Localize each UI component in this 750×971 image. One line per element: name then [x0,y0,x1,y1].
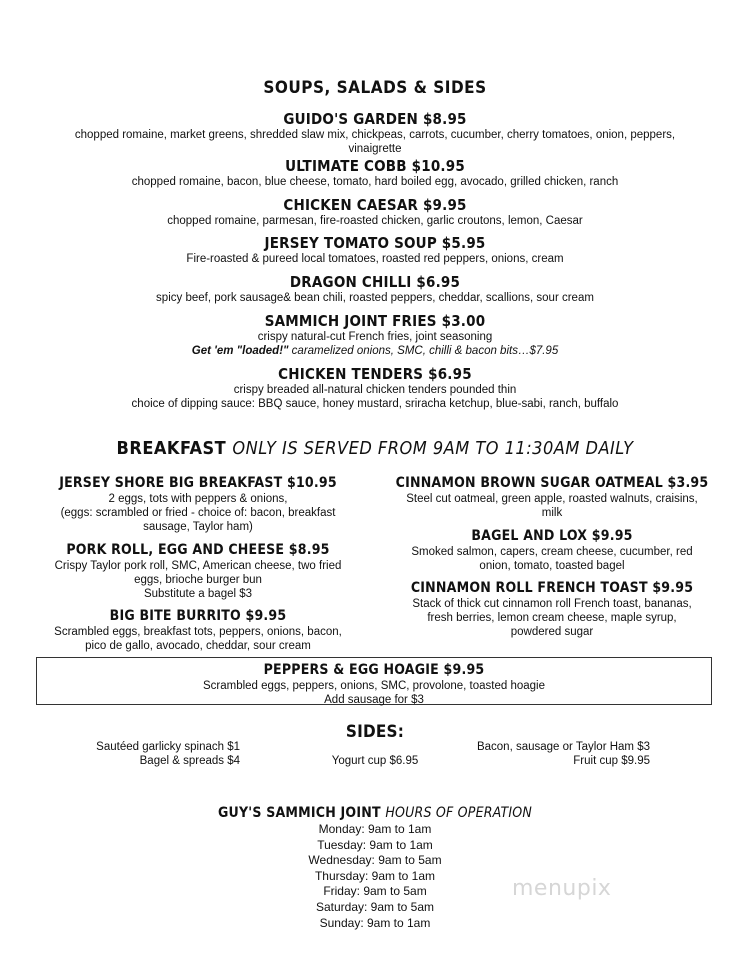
menu-item-chicken-caesar [40,196,710,228]
breakfast-item-pork-roll [28,542,368,601]
item-name: CINNAMON BROWN SUGAR OATMEAL $3.95 [395,475,709,491]
hours-day: Friday: 9am to 5am [323,884,427,899]
breakfast-item-big-bite-burrito [28,608,368,653]
sides-column-right [440,740,650,768]
item-name: BAGEL AND LOX $9.95 [471,528,633,544]
item-name: GUIDO'S GARDEN $8.95 [283,110,467,128]
item-name: PORK ROLL, EGG AND CHEESE $8.95 [66,542,330,558]
item-upgrade [40,344,710,358]
menu-item-guidos-garden [40,110,710,156]
item-name: SAMMICH JOINT FRIES $3.00 [264,312,486,330]
item-description: chopped romaine, bacon, blue cheese, tomato, hard boiled egg, avocado, grilled chicken, ranch [131,176,619,188]
breakfast-title: BREAKFAST [116,438,227,459]
item-description: 2 eggs, tots with peppers & onions, [108,493,288,505]
item-description: Scrambled eggs, breakfast tots, peppers, onions, bacon, [54,626,342,638]
menu-item-dragon-chilli [40,273,710,305]
item-description: pico de gallo, avocado, cheddar, sour cream [85,640,311,652]
item-name: BIG BITE BURRITO $9.95 [109,608,287,624]
hours-heading [0,805,750,821]
item-description: chopped romaine, market greens, shredded slaw mix, chickpeas, carrots, cucumber, cherry tomatoes, onion, peppers, [74,129,676,141]
hoagie-box [36,657,712,705]
item-description: Crispy Taylor pork roll, SMC, American cheese, two fried [54,560,342,572]
soups-salads-sides-title: SOUPS, SALADS & SIDES [263,78,487,98]
side-item: Fruit cup $9.95 [573,755,650,767]
breakfast-item-oatmeal [382,475,722,520]
item-description: crispy natural-cut French fries, joint seasoning [257,331,493,343]
item-description: choice of dipping sauce: BBQ sauce, honey mustard, sriracha ketchup, blue-sabi, ranch, buffalo [131,398,619,410]
item-name: PEPPERS & EGG HOAGIE $9.95 [263,662,485,678]
item-name: CHICKEN TENDERS $6.95 [278,365,472,383]
item-name: DRAGON CHILLI $6.95 [289,273,461,291]
breakfast-item-jersey-shore [28,475,368,534]
item-description: vinaigrette [348,143,402,155]
item-description: eggs, brioche burger bun [134,574,262,586]
hours-day: Monday: 9am to 1am [318,822,432,836]
item-name: CINNAMON ROLL FRENCH TOAST $9.95 [410,580,694,596]
item-description: Scrambled eggs, peppers, onions, SMC, provolone, toasted hoagie [202,680,545,692]
breakfast-item-french-toast [382,580,722,639]
upgrade-text: caramelized onions, SMC, chilli & bacon bits…$7.95 [288,345,559,357]
hours-day: Thursday: 9am to 1am [314,868,436,883]
hours-day: Sunday: 9am to 1am [319,915,431,930]
hours-subtitle: HOURS OF OPERATION [385,805,532,821]
side-item: Sautéed garlicky spinach $1 [96,741,240,753]
hours-day: Tuesday: 9am to 1am [317,837,433,852]
item-description: crispy breaded all-natural chicken tenders pounded thin [233,384,517,396]
breakfast-subtitle: ONLY IS SERVED FROM 9AM TO 11:30AM DAILY [232,438,634,459]
item-description: onion, tomato, toasted bagel [479,560,625,572]
sides-title: SIDES: [345,722,405,742]
item-description: (eggs: scrambled or fried - choice of: bacon, breakfast [60,507,336,519]
hours-title: GUY'S SAMMICH JOINT [218,805,381,821]
item-description: fresh berries, lemon cream cheese, maple syrup, [427,612,677,624]
item-name: JERSEY SHORE BIG BREAKFAST $10.95 [59,475,337,491]
side-item: Bagel & spreads $4 [139,755,240,767]
item-name: CHICKEN CAESAR $9.95 [283,196,467,214]
side-item: Yogurt cup $6.95 [331,755,419,767]
item-description: Add sausage for $3 [324,694,424,706]
item-description: Substitute a bagel $3 [143,588,253,600]
item-name: ULTIMATE COBB $10.95 [285,157,465,175]
item-description: Stack of thick cut cinnamon roll French toast, bananas, [412,598,692,610]
item-description: Steel cut oatmeal, green apple, roasted walnuts, craisins, [406,493,698,505]
item-description: spicy beef, pork sausage& bean chili, roasted peppers, cheddar, scallions, sour cream [156,292,594,304]
item-description: chopped romaine, parmesan, fire-roasted chicken, garlic croutons, lemon, Caesar [167,215,583,227]
menu-item-sammich-joint-fries [40,312,710,358]
hours-day: Wednesday: 9am to 5am [308,853,442,868]
breakfast-item-bagel-and-lox [382,528,722,573]
item-description: powdered sugar [510,626,594,638]
item-description: Smoked salmon, capers, cream cheese, cucumber, red [411,546,693,558]
item-description: Fire-roasted & pureed local tomatoes, roasted red peppers, onions, cream [186,253,564,265]
menu-item-ultimate-cobb [40,157,710,189]
side-item: Bacon, sausage or Taylor Ham $3 [476,741,650,753]
breakfast-heading [0,438,750,459]
hours-day: Saturday: 9am to 5am [315,899,435,914]
menupix-watermark: menupix [512,876,612,901]
menu-item-jersey-tomato-soup [40,234,710,266]
item-description: milk [541,507,563,519]
item-description: sausage, Taylor ham) [143,521,253,533]
sides-column-left [40,740,240,768]
upgrade-label: Get 'em "loaded!" [191,345,289,357]
menu-item-chicken-tenders [40,365,710,411]
hours-list [0,822,750,931]
item-name: JERSEY TOMATO SOUP $5.95 [264,234,486,252]
